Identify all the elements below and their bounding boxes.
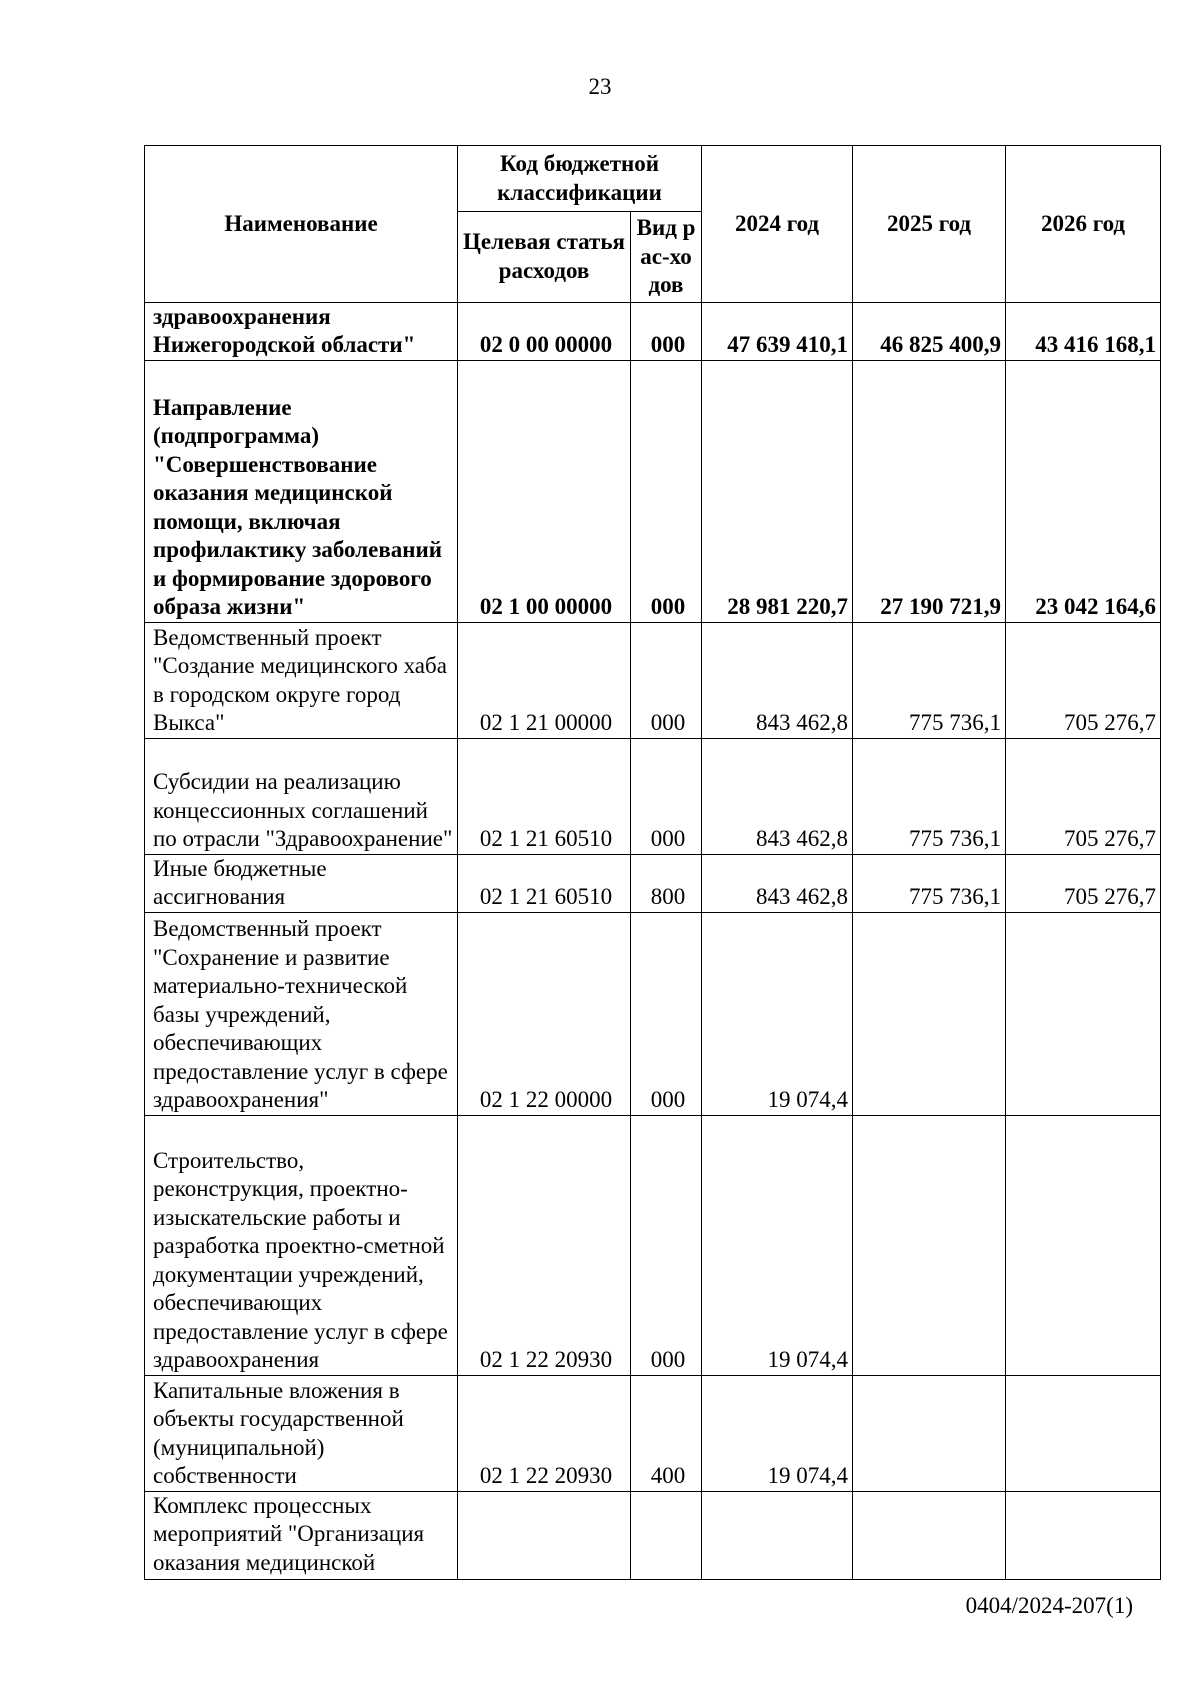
header-name: Наименование [145, 146, 458, 303]
row-expense-kind: 000 [631, 360, 702, 622]
row-value-2025 [853, 1375, 1006, 1491]
header-code-group: Код бюджетной классификации [458, 146, 702, 212]
row-expense-kind: 800 [631, 854, 702, 912]
row-value-2026: 43 416 168,1 [1006, 302, 1161, 360]
row-name: Иные бюджетные ассигнования [145, 854, 458, 912]
row-name: Ведомственный проект "Создание медицинского хаба в городском округе город Выкса" [145, 622, 458, 738]
row-name: Направление (подпрограмма) "Совершенствование оказания медицинской помощи, включая профилактику заболеваний и формирование здорового образа жизни" [145, 360, 458, 622]
table-row [145, 912, 1161, 1115]
header-2024: 2024 год [702, 146, 853, 303]
row-target-code: 02 1 21 00000 [458, 622, 631, 738]
row-target-code [458, 1491, 631, 1579]
row-name: здравоохранения Нижегородской области" [145, 302, 458, 360]
row-expense-kind: 000 [631, 302, 702, 360]
row-target-code: 02 1 22 20930 [458, 1375, 631, 1491]
row-value-2024: 19 074,4 [702, 912, 853, 1115]
row-name: Субсидии на реализацию концессионных соглашений по отрасли "Здравоохранение" [145, 738, 458, 854]
row-value-2024 [702, 1491, 853, 1579]
budget-table [144, 145, 1161, 1580]
row-value-2025: 27 190 721,9 [853, 360, 1006, 622]
row-expense-kind: 000 [631, 912, 702, 1115]
row-value-2026: 705 276,7 [1006, 738, 1161, 854]
row-value-2024: 47 639 410,1 [702, 302, 853, 360]
row-value-2026 [1006, 912, 1161, 1115]
row-expense-kind: 000 [631, 622, 702, 738]
row-target-code: 02 1 21 60510 [458, 738, 631, 854]
row-value-2026 [1006, 1375, 1161, 1491]
row-expense-kind: 000 [631, 738, 702, 854]
row-value-2025 [853, 1491, 1006, 1579]
row-value-2024: 19 074,4 [702, 1115, 853, 1375]
table-row [145, 738, 1161, 854]
row-expense-kind: 000 [631, 1115, 702, 1375]
row-value-2026: 705 276,7 [1006, 854, 1161, 912]
row-value-2025: 775 736,1 [853, 738, 1006, 854]
row-value-2025: 775 736,1 [853, 622, 1006, 738]
table-row [145, 1115, 1161, 1375]
document-code: 0404/2024-207(1) [965, 1593, 1133, 1618]
row-target-code: 02 1 22 00000 [458, 912, 631, 1115]
row-name: Ведомственный проект "Сохранение и развитие материально-технической базы учреждений, обеспечивающих предоставление услуг в сфере здравоохранения" [145, 912, 458, 1115]
table-row [145, 1491, 1161, 1579]
header-2025: 2025 год [853, 146, 1006, 303]
row-value-2025 [853, 912, 1006, 1115]
row-target-code: 02 1 21 60510 [458, 854, 631, 912]
row-name: Комплекс процессных мероприятий "Организация оказания медицинской [145, 1491, 458, 1579]
row-value-2025: 46 825 400,9 [853, 302, 1006, 360]
row-value-2026 [1006, 1115, 1161, 1375]
row-target-code: 02 1 22 20930 [458, 1115, 631, 1375]
header-target-article: Целевая статья расходов [458, 212, 631, 303]
row-value-2024: 843 462,8 [702, 622, 853, 738]
row-value-2024: 19 074,4 [702, 1375, 853, 1491]
table-row [145, 1375, 1161, 1491]
table-row [145, 302, 1161, 360]
row-value-2026: 23 042 164,6 [1006, 360, 1161, 622]
row-target-code: 02 1 00 00000 [458, 360, 631, 622]
row-name: Капитальные вложения в объекты государственной (муниципальной) собственности [145, 1375, 458, 1491]
row-value-2024: 28 981 220,7 [702, 360, 853, 622]
row-value-2025: 775 736,1 [853, 854, 1006, 912]
table-row [145, 622, 1161, 738]
page-number: 23 [588, 74, 612, 99]
table-row [145, 360, 1161, 622]
row-expense-kind [631, 1491, 702, 1579]
header-2026: 2026 год [1006, 146, 1161, 303]
table-row [145, 854, 1161, 912]
row-value-2024: 843 462,8 [702, 854, 853, 912]
row-target-code: 02 0 00 00000 [458, 302, 631, 360]
row-expense-kind: 400 [631, 1375, 702, 1491]
row-value-2026: 705 276,7 [1006, 622, 1161, 738]
header-expense-kind: Вид рас-ходов [631, 212, 702, 303]
row-value-2024: 843 462,8 [702, 738, 853, 854]
row-value-2025 [853, 1115, 1006, 1375]
row-value-2026 [1006, 1491, 1161, 1579]
row-name: Строительство, реконструкция, проектно-изыскательские работы и разработка проектно-сметной документации учреждений, обеспечивающих предоставление услуг в сфере здравоохранения [145, 1115, 458, 1375]
